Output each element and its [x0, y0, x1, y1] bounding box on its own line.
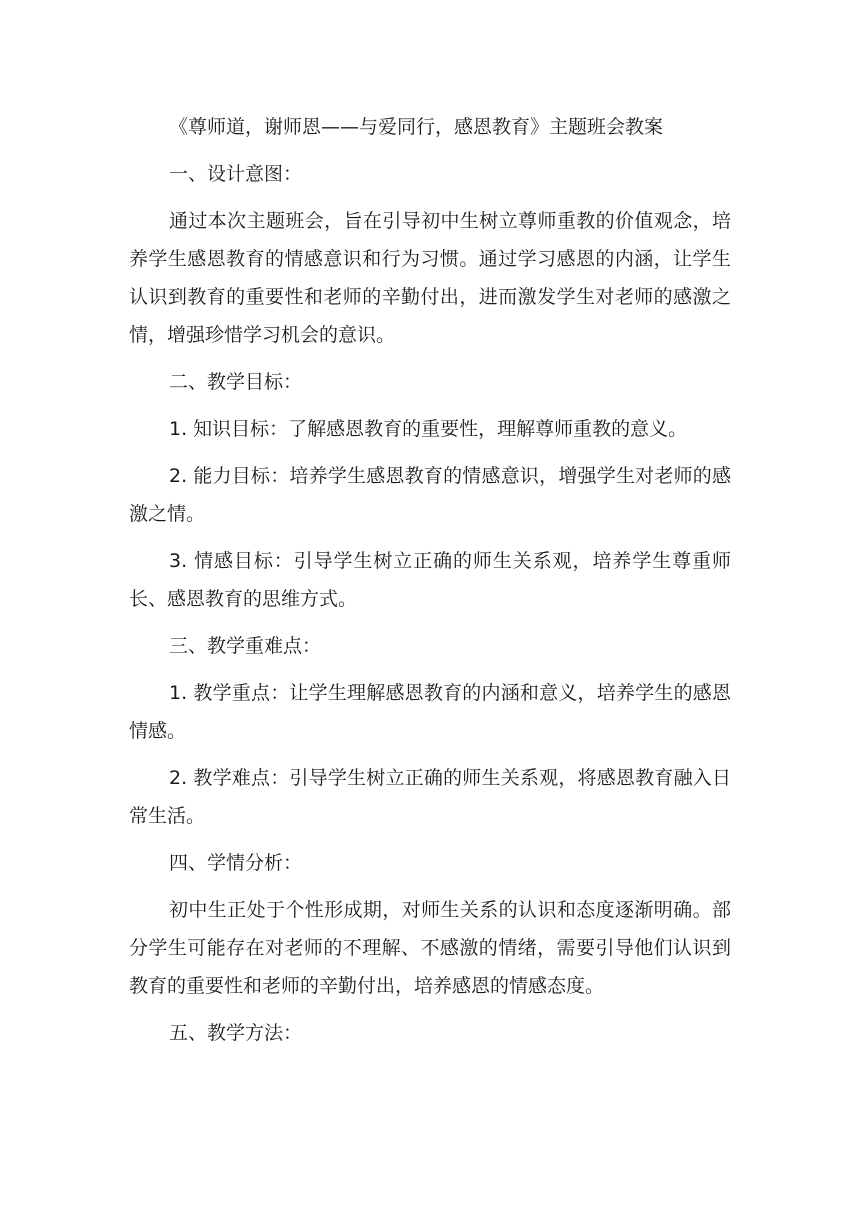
- paragraph-design-intent: 通过本次主题班会，旨在引导初中生树立尊师重教的价值观念，培养学生感恩教育的情感意识和行为习惯。通过学习感恩的内涵，让学生认识到教育的重要性和老师的辛勤付出，进而激发学生对老师的感激之情，增强珍惜学习机会的意识。: [129, 210, 731, 346]
- goal-ability: 2. 能力目标：培养学生感恩教育的情感意识，增强学生对老师的感激之情。: [129, 465, 731, 525]
- heading-key-difficult-points: 三、教学重难点：: [169, 635, 322, 657]
- paragraph-learner-analysis: 初中生正处于个性形成期，对师生关系的认识和态度逐渐明确。部分学生可能存在对老师的不理解、不感激的情绪，需要引导他们认识到教育的重要性和老师的辛勤付出，培养感恩的情感态度。: [129, 899, 731, 997]
- key-point: 1. 教学重点：让学生理解感恩教育的内涵和意义，培养学生的感恩情感。: [129, 682, 731, 742]
- document-title: 《尊师道，谢师恩——与爱同行，感恩教育》主题班会教案: [169, 116, 664, 138]
- goal-knowledge: 1. 知识目标：了解感恩教育的重要性，理解尊师重教的意义。: [169, 418, 688, 440]
- heading-teaching-goals: 二、教学目标：: [169, 371, 303, 393]
- heading-learner-analysis: 四、学情分析：: [169, 852, 303, 874]
- document-body: [129, 108, 731, 1061]
- heading-design-intent: 一、设计意图：: [169, 163, 303, 185]
- heading-teaching-methods: 五、教学方法：: [169, 1022, 303, 1044]
- difficult-point: 2. 教学难点：引导学生树立正确的师生关系观，将感恩教育融入日常生活。: [129, 767, 731, 827]
- goal-emotion: 3. 情感目标：引导学生树立正确的师生关系观，培养学生尊重师长、感恩教育的思维方式。: [129, 550, 731, 610]
